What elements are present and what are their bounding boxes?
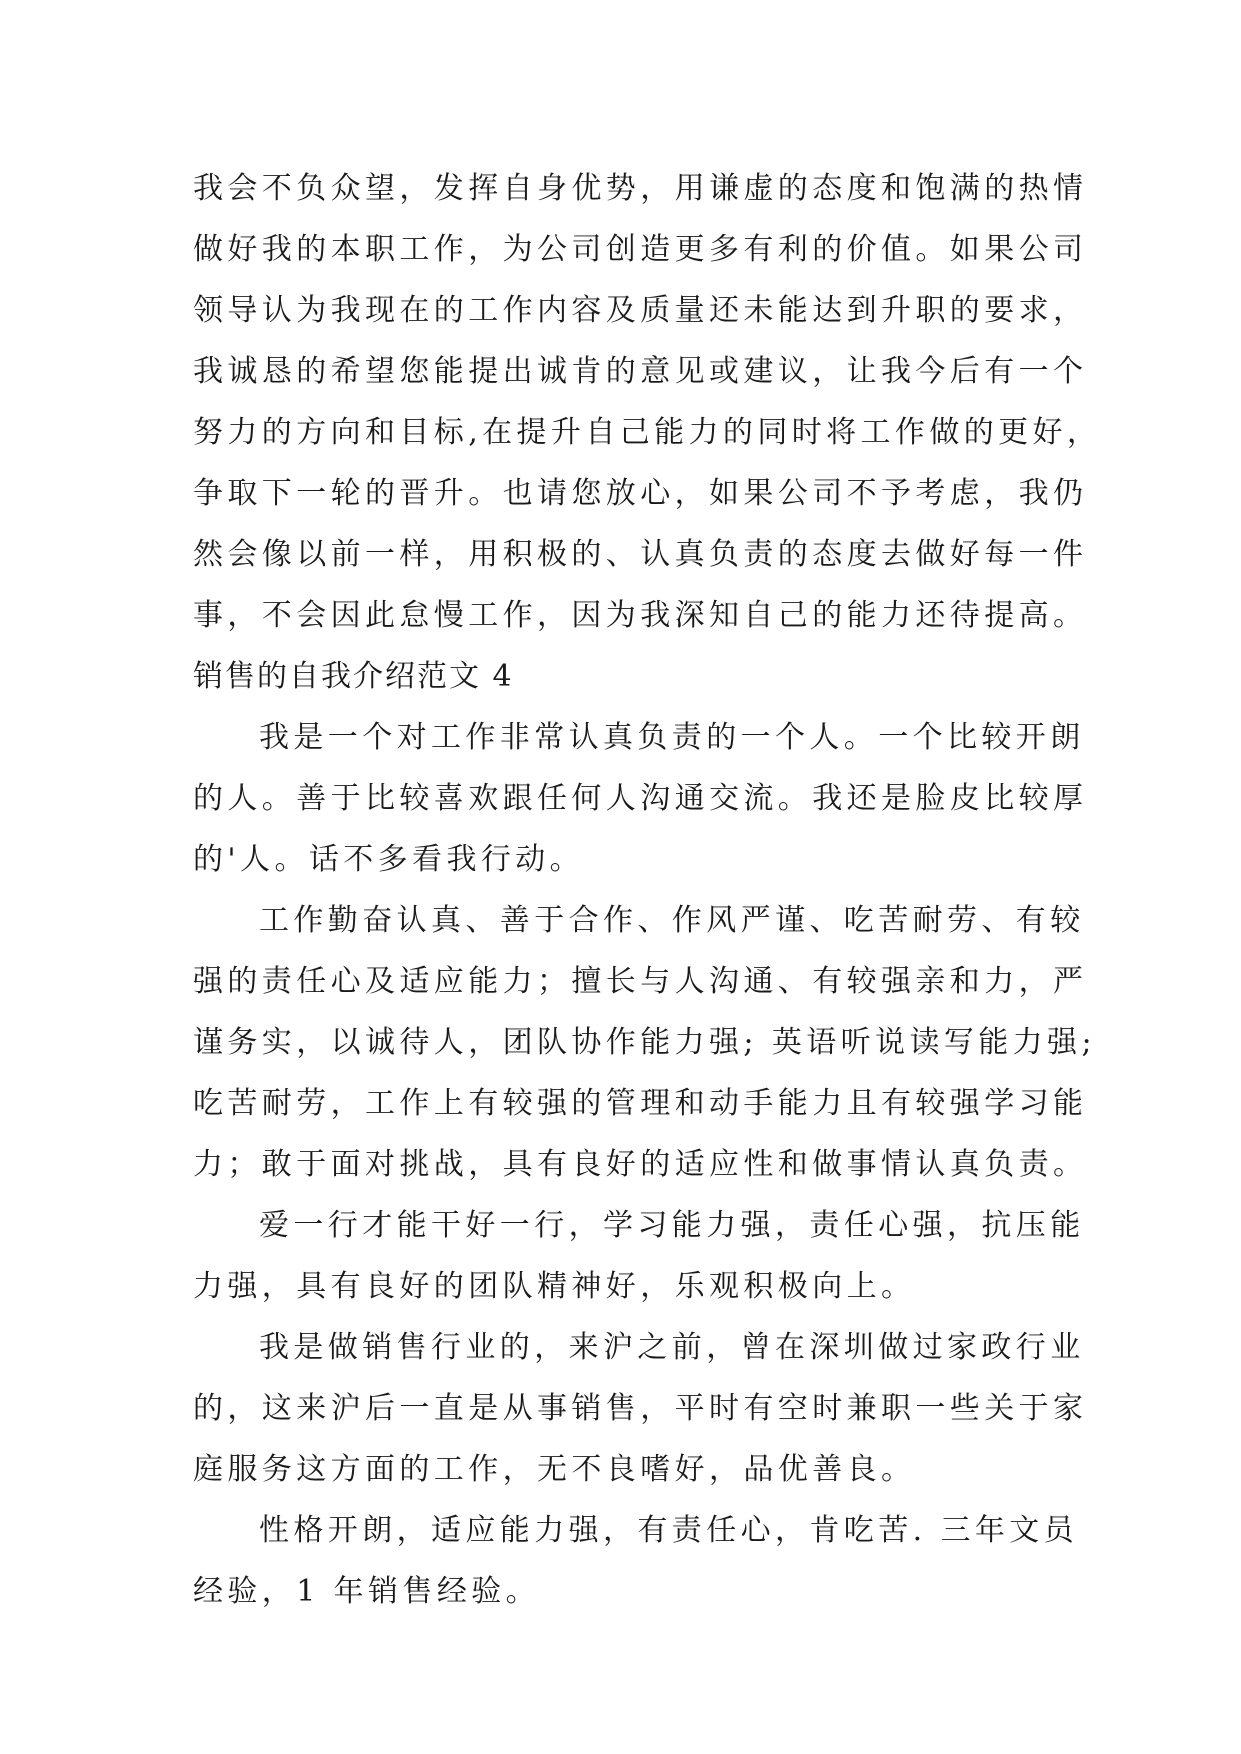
text-line: 谨务实，以诚待人，团队协作能力强; 英语听说读写能力强; xyxy=(193,1025,1096,1060)
text-line: 然会像以前一样，用积极的、认真负责的态度去做好每一件 xyxy=(193,537,1088,572)
text-line: 做好我的本职工作，为公司创造更多有利的价值。如果公司 xyxy=(193,232,1088,267)
document-body xyxy=(193,158,1102,1622)
text-line: 的，这来沪后一直是从事销售，平时有空时兼职一些关于家 xyxy=(193,1391,1088,1426)
text-line: 努力的方向和目标,在提升自己能力的同时将工作做的更好， xyxy=(193,415,1102,450)
text-line: 领导认为我现在的工作内容及质量还未能达到升职的要求， xyxy=(193,293,1088,328)
text-line: 事，不会因此怠慢工作，因为我深知自己的能力还待提高。 xyxy=(193,598,1088,633)
paragraph-first-line: 我是做销售行业的，来沪之前，曾在深圳做过家政行业 xyxy=(259,1330,1085,1365)
text-line: 庭服务这方面的工作，无不良嗜好，品优善良。 xyxy=(193,1452,916,1487)
text-line: 力；敢于面对挑战，具有良好的适应性和做事情认真负责。 xyxy=(193,1147,1088,1182)
text-line: 我会不负众望，发挥自身优势，用谦虚的态度和饱满的热情 xyxy=(193,171,1088,206)
paragraph-first-line: 我是一个对工作非常认真负责的一个人。一个比较开朗 xyxy=(259,720,1085,755)
paragraph-first-line: 性格开朗，适应能力强，有责任心，肯吃苦. 三年文员 xyxy=(259,1513,1079,1548)
paragraph-first-line: 工作勤奋认真、善于合作、作风严谨、吃苦耐劳、有较 xyxy=(259,903,1085,938)
text-line: 力强，具有良好的团队精神好，乐观积极向上。 xyxy=(193,1269,916,1304)
text-line: 经验，1 年销售经验。 xyxy=(193,1574,541,1609)
section-heading: 销售的自我介绍范文 4 xyxy=(193,659,514,694)
text-line: 吃苦耐劳，工作上有较强的管理和动手能力且有较强学习能 xyxy=(193,1086,1088,1121)
text-line: 争取下一轮的晋升。也请您放心，如果公司不予考虑，我仍 xyxy=(193,476,1088,511)
paragraph-first-line: 爱一行才能干好一行，学习能力强，责任心强，抗压能 xyxy=(259,1208,1085,1243)
text-line: 强的责任心及适应能力；擅长与人沟通、有较强亲和力，严 xyxy=(193,964,1088,999)
text-line: 我诚恳的希望您能提出诚肯的意见或建议，让我今后有一个 xyxy=(193,354,1088,389)
text-line: 的人。善于比较喜欢跟任何人沟通交流。我还是脸皮比较厚 xyxy=(193,781,1088,816)
text-line: 的'人。话不多看我行动。 xyxy=(193,842,585,877)
